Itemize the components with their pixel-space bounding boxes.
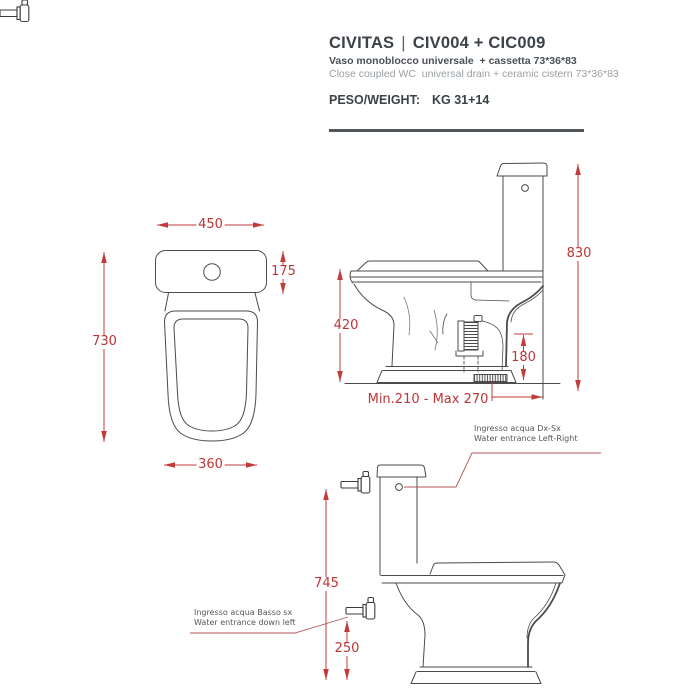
trapway-outlet bbox=[443, 314, 507, 382]
pipe-bottom-bracket bbox=[456, 351, 483, 356]
dim-label-180: 180 bbox=[511, 350, 536, 365]
weight-label: PESO/WEIGHT: bbox=[329, 93, 420, 107]
water-inlet-hole bbox=[396, 484, 403, 491]
annotation-side-inlet-it: Ingresso acqua Dx-Sx bbox=[474, 424, 561, 433]
dim-label-360: 360 bbox=[198, 457, 223, 472]
inlet-valve-icon bbox=[0, 0, 29, 22]
flush-button-icon bbox=[204, 264, 221, 281]
dim-label-175: 175 bbox=[271, 264, 296, 279]
pipe-top-connector bbox=[474, 316, 482, 322]
brand-name: CIVITAS bbox=[329, 34, 395, 52]
annotation-side-inlet bbox=[474, 424, 577, 443]
deck-lines-back bbox=[381, 575, 565, 583]
subtitle-english: Close coupled WC universal drain + ceramic cistern 73*36*83 bbox=[329, 68, 619, 80]
dim-label-outlet-range: Min.210 - Max 270 bbox=[367, 392, 489, 407]
bowl-right-echo-back bbox=[527, 583, 556, 638]
cistern-sides-back bbox=[380, 477, 417, 575]
cistern-seat-connector bbox=[165, 293, 260, 311]
rim-back-contour bbox=[471, 282, 509, 301]
annotation-side-inlet-en: Water entrance Left-Right bbox=[474, 433, 578, 443]
subtitle-italian: Vaso monoblocco universale + cassetta 73*36*83 bbox=[329, 55, 577, 67]
seat-inner-outline bbox=[174, 319, 248, 431]
cistern-side-hole bbox=[522, 185, 529, 192]
bowl-left-profile-back bbox=[396, 583, 425, 667]
back-view-drawing bbox=[377, 465, 565, 684]
leader-side-inlet bbox=[404, 453, 601, 487]
dim-label-745: 745 bbox=[314, 576, 339, 591]
dim-label-450: 450 bbox=[198, 217, 223, 232]
dim-label-730: 730 bbox=[92, 334, 117, 349]
dimension-lines bbox=[104, 164, 578, 680]
seat-deck-lines bbox=[351, 271, 543, 282]
leader-lines bbox=[190, 453, 601, 633]
corrugated-pipe bbox=[464, 322, 478, 350]
title-divider: | bbox=[401, 34, 406, 52]
trap-left-contour bbox=[443, 314, 447, 334]
plinth-base-back bbox=[411, 672, 541, 684]
product-title bbox=[329, 34, 546, 53]
trap-right-contour bbox=[482, 321, 503, 370]
cistern-outline-plan bbox=[156, 251, 267, 293]
weight-row bbox=[329, 93, 489, 107]
bowl-contour-lines bbox=[404, 297, 438, 350]
dim-label-420: 420 bbox=[333, 318, 359, 333]
cistern-lid-back bbox=[377, 465, 426, 477]
plinth-step-lines-back bbox=[417, 667, 535, 672]
outlet-flange bbox=[458, 321, 464, 351]
bowl-right-profile-back bbox=[528, 583, 560, 667]
seat-lid-profile bbox=[357, 261, 488, 271]
seat-outer-outline bbox=[165, 311, 258, 441]
seat-lid-back bbox=[430, 562, 565, 575]
cistern-lid bbox=[497, 163, 547, 176]
annotation-bottom-inlet bbox=[194, 608, 296, 627]
annotation-bottom-inlet-en: Water entrance down left bbox=[194, 617, 296, 627]
plinth-step-lines bbox=[383, 367, 511, 371]
weight-value: KG 31+14 bbox=[431, 93, 490, 107]
hidden-pipe-lines bbox=[464, 356, 478, 372]
annotation-bottom-inlet-it: Ingresso acqua Basso sx bbox=[194, 608, 293, 617]
plan-view-drawing bbox=[156, 251, 267, 442]
side-inlet-valve-icon bbox=[341, 472, 370, 494]
header-divider-rule bbox=[329, 129, 584, 132]
product-code: CIV004 + CIC009 bbox=[412, 34, 546, 52]
dim-label-830: 830 bbox=[566, 246, 592, 261]
bottom-inlet-valve-icon bbox=[346, 598, 375, 620]
dim-label-250: 250 bbox=[334, 641, 360, 656]
floor-outlet-hatch bbox=[474, 375, 507, 382]
